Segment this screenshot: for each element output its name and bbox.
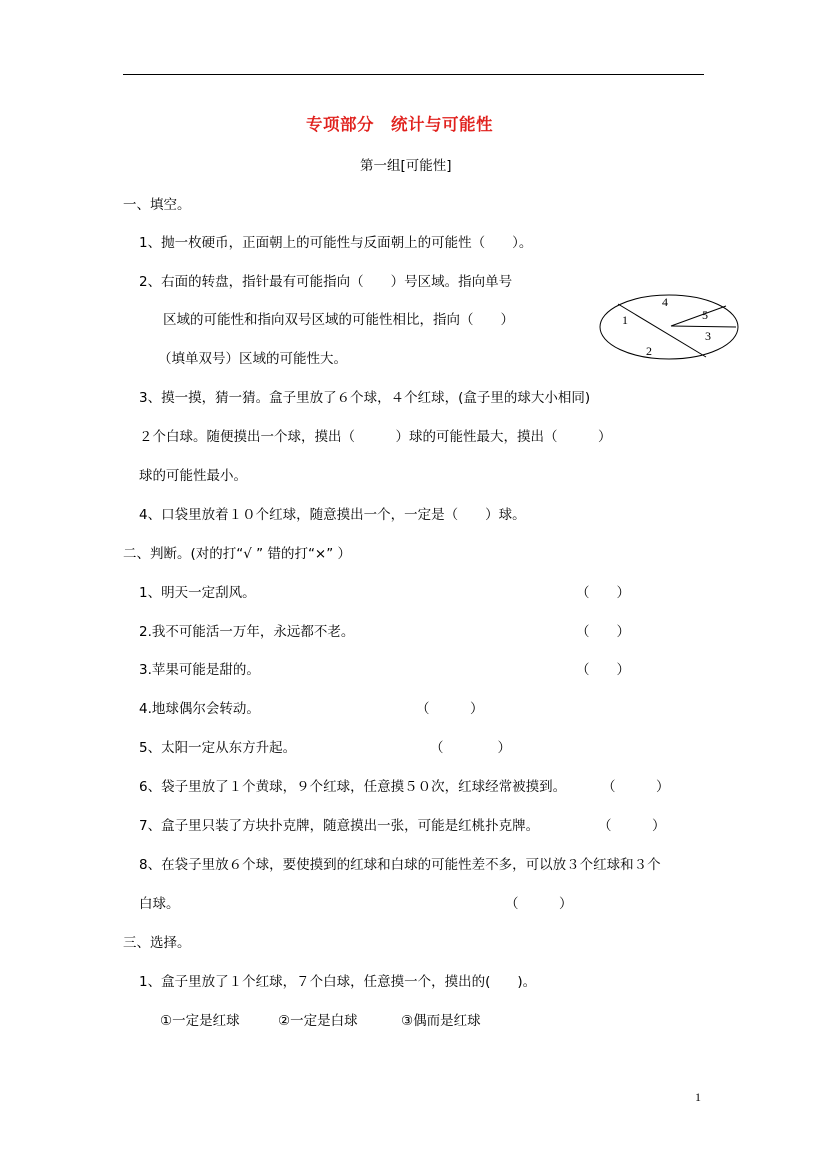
- s2-item-2-text: 2.我不可能活一万年，永远都不老。: [139, 624, 355, 640]
- s2-item-7-text: 7、盒子里只装了方块扑克牌，随意摸出一张，可能是红桃扑克牌。: [139, 818, 540, 834]
- spinner-label-5: 5: [702, 308, 708, 322]
- spinner-divider-3: [671, 326, 736, 327]
- s1-question-2-line2: 区域的可能性和指向双号区域的可能性相比，指向（ ）: [163, 312, 514, 328]
- s2-item-6-text: 6、袋子里放了１个黄球，９个红球，任意摸５０次，红球经常被摸到。: [139, 779, 567, 795]
- section2-heading: 二、判断。(对的打“√ ” 错的打“×” ）: [123, 546, 352, 562]
- spinner-diagram: [598, 292, 740, 362]
- s2-item-7-blank: （ ）: [598, 818, 666, 834]
- s3-option-3: ③偶而是红球: [401, 1013, 481, 1029]
- s2-item-8-line2: 白球。: [139, 896, 180, 912]
- s1-question-3-line3: 球的可能性最小。: [139, 468, 247, 484]
- s1-question-2-line1: 2、右面的转盘，指针最有可能指向（ ）号区域。指向单号: [139, 274, 513, 290]
- s2-item-1-blank: （ ）: [576, 585, 630, 601]
- s2-item-4-text: 4.地球偶尔会转动。: [139, 701, 260, 717]
- header-rule: [123, 74, 704, 75]
- spinner-label-2: 2: [646, 344, 652, 358]
- s1-question-1: 1、抛一枚硬币，正面朝上的可能性与反面朝上的可能性（ ）。: [139, 235, 533, 251]
- s2-item-1-text: 1、明天一定刮风。: [139, 585, 256, 601]
- subtitle: 第一组[可能性]: [360, 158, 452, 174]
- spinner-divider-2: [671, 306, 726, 326]
- spinner-divider-1: [618, 304, 706, 357]
- s3-option-1: ①一定是红球: [160, 1013, 240, 1029]
- s3-option-2: ②一定是白球: [278, 1013, 358, 1029]
- s2-item-3-blank: （ ）: [576, 662, 630, 678]
- s2-item-3-text: 3.苹果可能是甜的。: [139, 662, 260, 678]
- s2-item-5-blank: （ ）: [430, 740, 511, 756]
- page-title: 专项部分 统计与可能性: [306, 115, 493, 134]
- s2-item-8-line1: 8、在袋子里放６个球，要使摸到的红球和白球的可能性差不多，可以放３个红球和３个: [139, 857, 661, 873]
- s1-question-2-line3: （填单双号）区域的可能性大。: [158, 351, 347, 367]
- section1-heading: 一、填空。: [123, 197, 191, 213]
- s2-item-2-blank: （ ）: [576, 624, 630, 640]
- s1-question-4: 4、口袋里放着１０个红球，随意摸出一个，一定是（ ）球。: [139, 507, 526, 523]
- s1-question-3-line2: ２个白球。随便摸出一个球，摸出（ ）球的可能性最大，摸出（ ）: [139, 429, 612, 445]
- page-number: 1: [695, 1090, 701, 1104]
- spinner-label-3: 3: [705, 329, 711, 343]
- s2-item-4-blank: （ ）: [416, 701, 484, 717]
- s1-question-3-line1: 3、摸一摸，猜一猜。盒子里放了６个球，４个红球，(盒子里的球大小相同): [139, 390, 591, 406]
- s2-item-6-blank: （ ）: [602, 779, 670, 795]
- s2-item-8-blank: （ ）: [505, 896, 573, 912]
- s2-item-5-text: 5、太阳一定从东方升起。: [139, 740, 297, 756]
- s3-question-1: 1、盒子里放了１个红球，７个白球，任意摸一个，摸出的( )。: [139, 974, 537, 990]
- spinner-label-1: 1: [622, 313, 628, 327]
- spinner-label-4: 4: [662, 295, 668, 309]
- section3-heading: 三、选择。: [123, 935, 191, 951]
